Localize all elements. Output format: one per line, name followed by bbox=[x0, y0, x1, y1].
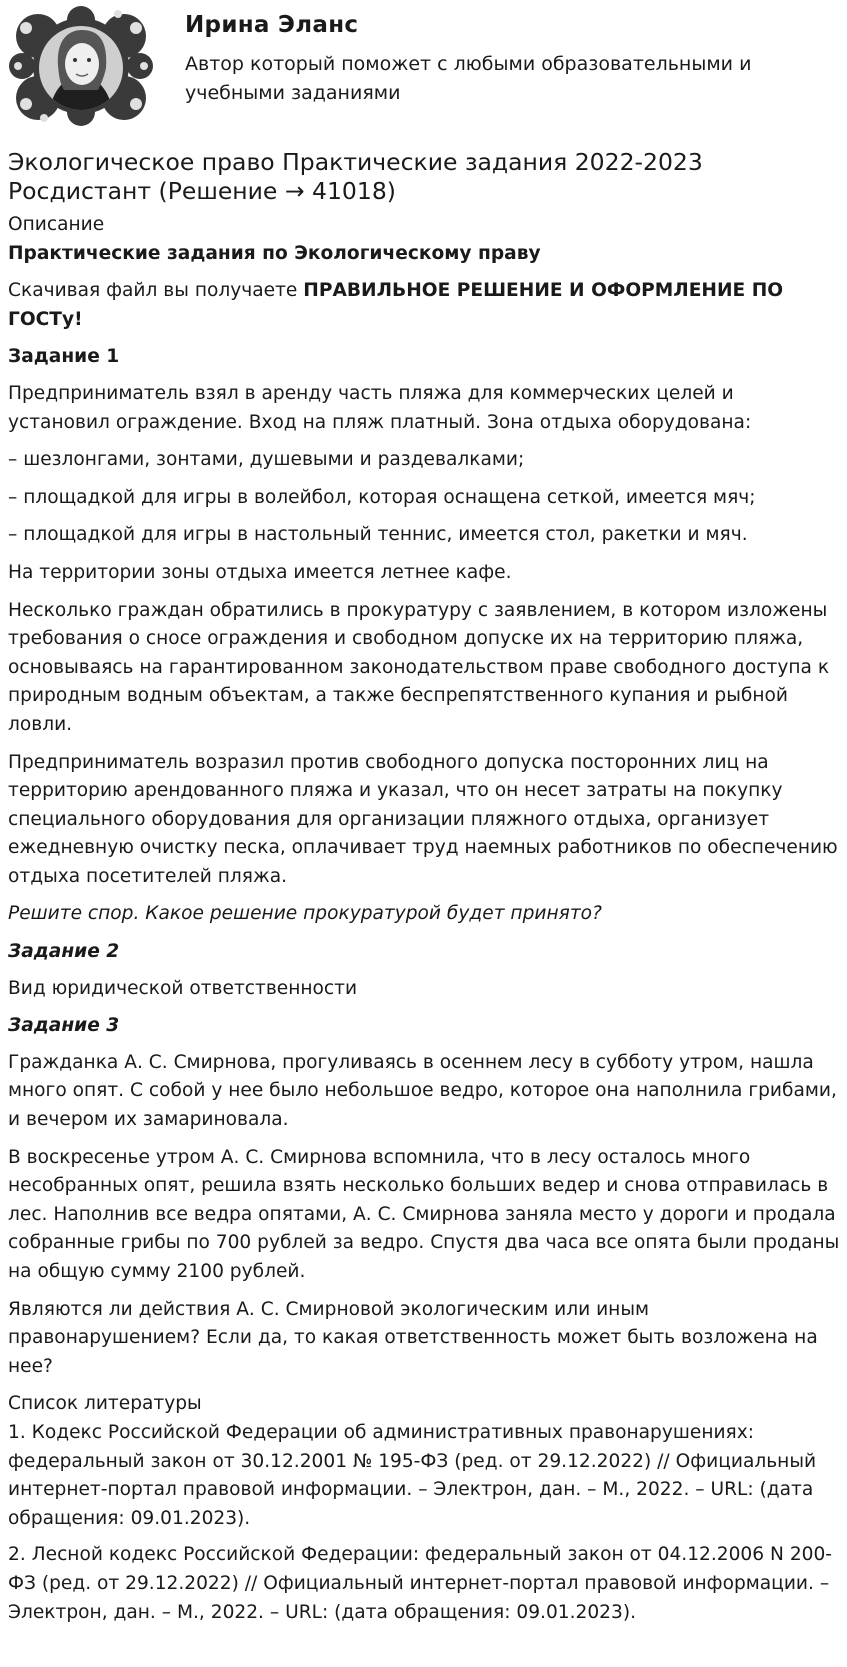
task-1-list-item: – площадкой для игры в волейбол, которая оснащена сеткой, имеется мяч; bbox=[8, 486, 756, 508]
download-note-text: Скачивая файл вы получаете bbox=[8, 280, 304, 302]
description-subtitle: Практические задания по Экологическому праву bbox=[8, 242, 541, 264]
author-avatar[interactable] bbox=[8, 6, 154, 126]
task-3-paragraph: Гражданка А. С. Смирнова, прогуливаясь в осеннем лесу в субботу утром, нашла много опят. С собой у нее было небольшое ведро, которое она наполнила грибами, и вечером их замариновала. bbox=[8, 1051, 837, 1131]
task-2-text: Вид юридической ответственности bbox=[8, 977, 358, 999]
task-1-paragraph: На территории зоны отдыха имеется летнее кафе. bbox=[8, 561, 512, 583]
task-1-heading: Задание 1 bbox=[8, 346, 120, 368]
references-heading: Список литературы bbox=[8, 1393, 202, 1415]
task-1-paragraph: Несколько граждан обратились в прокуратуру с заявлением, в котором изложены требования о сносе ограждения и свободном допуске их на территорию пляжа, основываясь на гарантированном законодательством праве свободного доступа к природным водным объектам, а также беспрепятственного купания и рыбной ловли. bbox=[8, 599, 830, 735]
task-1-paragraph: Предприниматель взял в аренду часть пляжа для коммерческих целей и установил ограждение. Вход на пляж платный. Зона отдыха оборудована: bbox=[8, 382, 752, 433]
reference-item: 1. Кодекс Российской Федерации об административных правонарушениях: федеральный закон от 30.12.2001 № 195-ФЗ (ред. от 29.12.2022) // Официальный интернет-портал правовой информации. – Электрон, дан. – М., 2022. – URL: (дата обращения: 09.01.2023). bbox=[8, 1421, 817, 1529]
author-name[interactable]: Ирина Эланс bbox=[185, 12, 359, 38]
task-3-paragraph: В воскресенье утром А. С. Смирнова вспомнила, что в лесу осталось много несобранных опят, решила взять несколько больших ведер и снова отправилась в лес. Наполнив все ведра опятами, А. С. Смирнова заняла место у дороги и продала собранные грибы по 700 рублей за ведро. Спустя два часа все опята были проданы на общую сумму 2100 рублей. bbox=[8, 1146, 840, 1282]
author-header bbox=[0, 0, 847, 130]
task-3-question: Являются ли действия А. С. Смирновой экологическим или иным правонарушением? Если да, то какая ответственность может быть возложена на нее? bbox=[8, 1298, 818, 1377]
reference-item: 2. Лесной кодекс Российской Федерации: федеральный закон от 04.12.2006 N 200-ФЗ (ред. от 29.12.2022) // Официальный интернет-портал правовой информации. – Электрон, дан. – М., 2022. – URL: (дата обращения: 09.01.2023). bbox=[8, 1544, 833, 1623]
task-1-question: Решите спор. Какое решение прокуратурой будет принято? bbox=[8, 903, 602, 925]
task-2-heading: Задание 2 bbox=[8, 941, 120, 963]
description-label: Описание bbox=[8, 214, 105, 235]
document-content bbox=[8, 148, 840, 1635]
download-note-emphasis: ПРАВИЛЬНОЕ РЕШЕНИЕ И ОФОРМЛЕНИЕ ПО ГОСТу! bbox=[8, 280, 784, 330]
download-note bbox=[8, 277, 840, 334]
task-3-heading: Задание 3 bbox=[8, 1015, 120, 1037]
task-1-list-item: – площадкой для игры в настольный теннис, имеется стол, ракетки и мяч. bbox=[8, 524, 748, 546]
task-1-paragraph: Предприниматель возразил против свободного допуска посторонних лиц на территорию арендованного пляжа и указал, что он несет затраты на покупку специального оборудования для организации пляжного отдыха, организует ежедневную очистку песка, оплачивает труд наемных работников по обеспечению отдыха посетителей пляжа. bbox=[8, 751, 838, 887]
task-1-list-item: – шезлонгами, зонтами, душевыми и раздевалками; bbox=[8, 449, 525, 471]
page-title: Экологическое право Практические задания 2022-2023 Росдистант (Решение → 41018) bbox=[8, 148, 703, 205]
author-description: Автор который поможет с любыми образовательными и учебными заданиями bbox=[185, 53, 752, 104]
